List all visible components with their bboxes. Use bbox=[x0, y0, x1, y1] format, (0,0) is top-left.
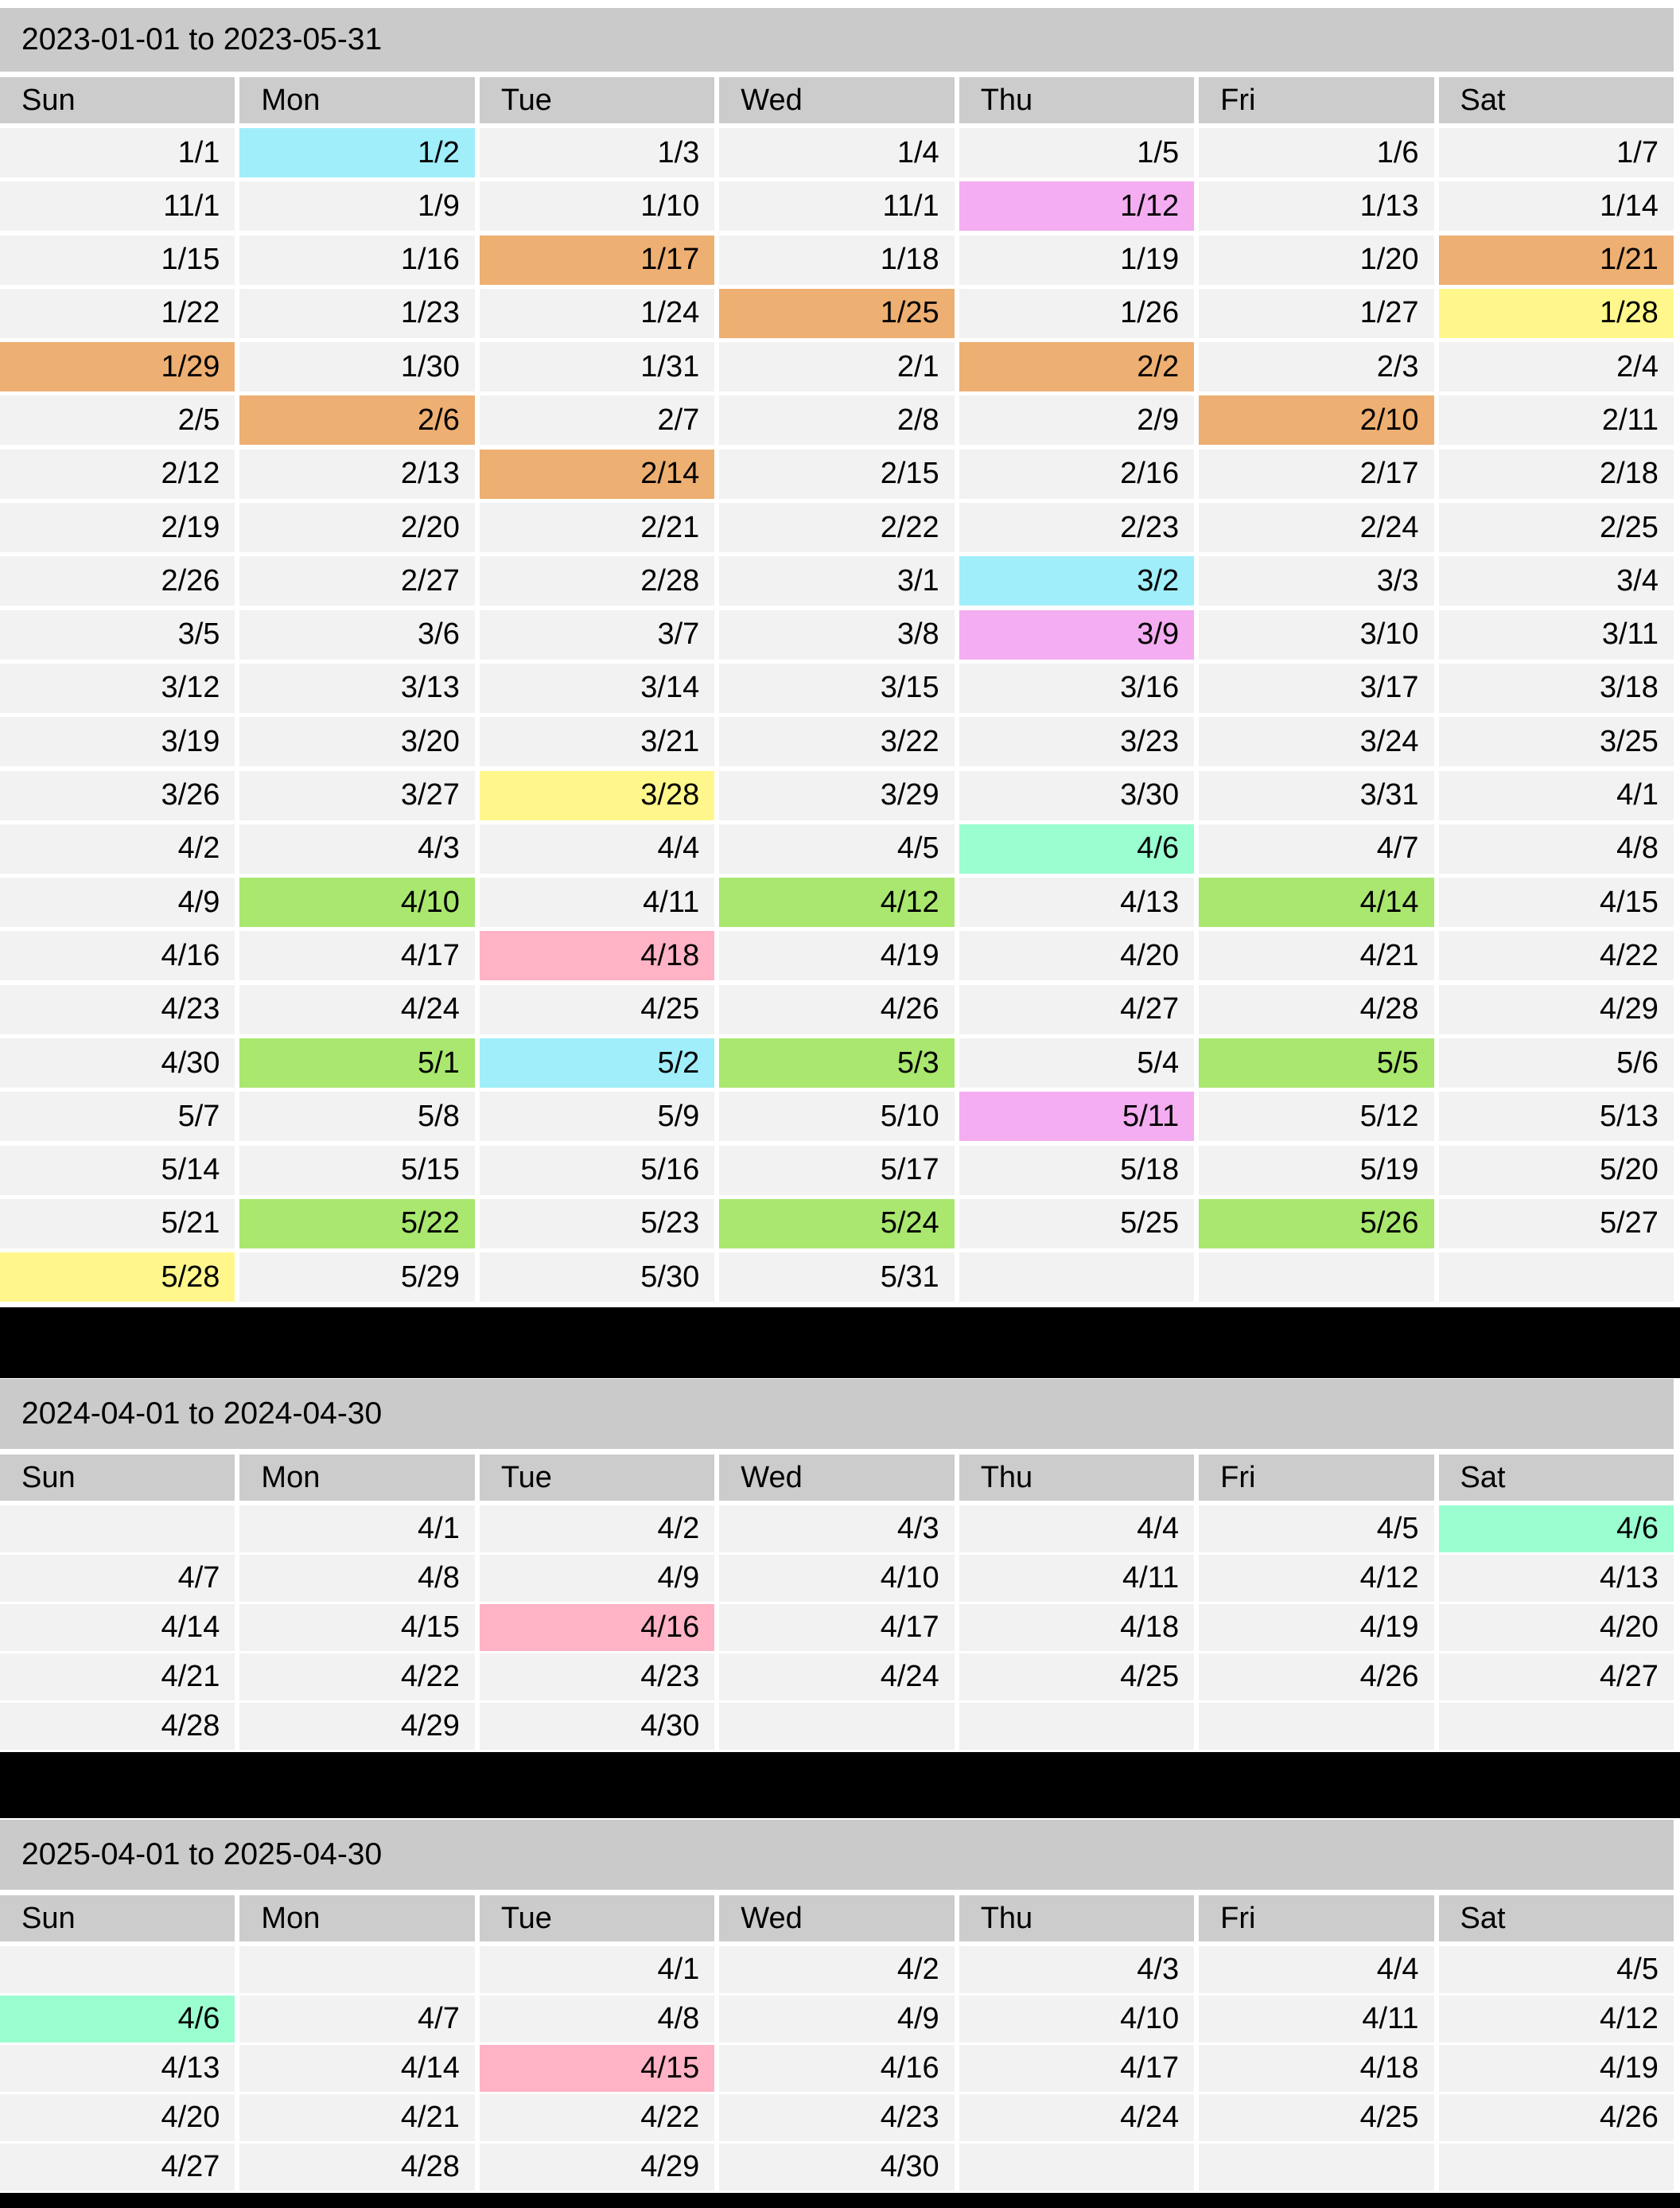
weekday-header-cell: Fri bbox=[1199, 77, 1433, 123]
separator-band bbox=[0, 1752, 1680, 1818]
day-cell bbox=[1439, 1252, 1674, 1302]
day-cell: 4/2 bbox=[719, 1946, 954, 1993]
day-cell: 1/26 bbox=[959, 289, 1194, 338]
day-cell: 2/28 bbox=[480, 556, 714, 606]
day-cell: 2/21 bbox=[480, 503, 714, 552]
calendar-section-2024-04 bbox=[0, 1379, 1674, 1752]
day-cell-highlighted: 3/9 bbox=[959, 610, 1194, 660]
weekday-header-cell: Sat bbox=[1439, 1895, 1674, 1941]
day-cell: 5/17 bbox=[719, 1146, 954, 1195]
day-cell: 2/20 bbox=[239, 503, 474, 552]
day-cell: 5/19 bbox=[1199, 1146, 1433, 1195]
day-cell bbox=[239, 1946, 474, 1993]
day-cell: 5/9 bbox=[480, 1092, 714, 1141]
day-cell-highlighted: 1/28 bbox=[1439, 289, 1674, 338]
day-cell: 3/11 bbox=[1439, 610, 1674, 660]
day-cell: 2/23 bbox=[959, 503, 1194, 552]
day-cell: 5/25 bbox=[959, 1199, 1194, 1248]
weekday-header-cell: Thu bbox=[959, 77, 1194, 123]
weekday-header-cell: Fri bbox=[1199, 1454, 1433, 1501]
weekday-header-cell: Wed bbox=[719, 1454, 954, 1501]
week-row bbox=[0, 1038, 1674, 1088]
day-cell: 5/8 bbox=[239, 1092, 474, 1141]
week-row bbox=[0, 2144, 1674, 2190]
day-cell: 4/25 bbox=[1199, 2094, 1433, 2141]
day-cell-highlighted: 3/2 bbox=[959, 556, 1194, 606]
day-cell: 1/13 bbox=[1199, 181, 1433, 231]
day-cell: 5/15 bbox=[239, 1146, 474, 1195]
day-cell: 3/21 bbox=[480, 717, 714, 766]
day-cell-highlighted: 5/11 bbox=[959, 1092, 1194, 1141]
day-cell: 4/1 bbox=[480, 1946, 714, 1993]
day-cell: 3/10 bbox=[1199, 610, 1433, 660]
day-cell: 4/16 bbox=[0, 931, 235, 980]
day-cell: 5/27 bbox=[1439, 1199, 1674, 1248]
day-cell: 4/23 bbox=[480, 1653, 714, 1700]
day-cell: 3/22 bbox=[719, 717, 954, 766]
day-cell-highlighted: 3/28 bbox=[480, 771, 714, 820]
day-cell bbox=[1199, 1703, 1433, 1750]
week-row bbox=[0, 824, 1674, 874]
day-cell: 4/20 bbox=[1439, 1604, 1674, 1651]
day-cell: 1/18 bbox=[719, 236, 954, 285]
day-cell: 1/10 bbox=[480, 181, 714, 231]
day-cell: 3/29 bbox=[719, 771, 954, 820]
day-cell: 4/10 bbox=[959, 1996, 1194, 2042]
day-cell: 5/18 bbox=[959, 1146, 1194, 1195]
day-cell: 1/20 bbox=[1199, 236, 1433, 285]
day-cell: 4/19 bbox=[719, 931, 954, 980]
day-cell: 1/16 bbox=[239, 236, 474, 285]
day-cell: 5/29 bbox=[239, 1252, 474, 1302]
day-cell: 2/11 bbox=[1439, 395, 1674, 445]
day-cell: 4/29 bbox=[239, 1703, 474, 1750]
day-cell: 4/23 bbox=[0, 985, 235, 1034]
day-cell: 1/14 bbox=[1439, 181, 1674, 231]
week-row bbox=[0, 289, 1674, 338]
calendar-grid bbox=[0, 128, 1674, 1302]
day-cell: 4/3 bbox=[959, 1946, 1194, 1993]
day-cell-highlighted: 5/2 bbox=[480, 1038, 714, 1088]
day-cell: 4/24 bbox=[239, 985, 474, 1034]
day-cell: 1/31 bbox=[480, 342, 714, 391]
day-cell: 4/12 bbox=[1439, 1996, 1674, 2042]
day-cell: 3/24 bbox=[1199, 717, 1433, 766]
day-cell: 2/22 bbox=[719, 503, 954, 552]
day-cell: 1/24 bbox=[480, 289, 714, 338]
day-cell: 4/20 bbox=[0, 2094, 235, 2141]
calendar-title: 2025-04-01 to 2025-04-30 bbox=[0, 1820, 1674, 1890]
day-cell: 4/15 bbox=[239, 1604, 474, 1651]
day-cell: 2/1 bbox=[719, 342, 954, 391]
day-cell: 4/28 bbox=[1199, 985, 1433, 1034]
day-cell: 4/1 bbox=[239, 1505, 474, 1552]
day-cell: 5/20 bbox=[1439, 1146, 1674, 1195]
day-cell: 4/30 bbox=[480, 1703, 714, 1750]
day-cell: 5/14 bbox=[0, 1146, 235, 1195]
day-cell: 3/8 bbox=[719, 610, 954, 660]
weekday-header-cell: Tue bbox=[480, 1895, 714, 1941]
day-cell: 1/23 bbox=[239, 289, 474, 338]
day-cell: 2/3 bbox=[1199, 342, 1433, 391]
day-cell: 2/13 bbox=[239, 450, 474, 499]
week-row bbox=[0, 771, 1674, 820]
week-row bbox=[0, 1199, 1674, 1248]
day-cell: 4/4 bbox=[1199, 1946, 1433, 1993]
day-cell: 3/20 bbox=[239, 717, 474, 766]
separator-band bbox=[0, 1307, 1680, 1378]
day-cell: 2/9 bbox=[959, 395, 1194, 445]
day-cell: 5/13 bbox=[1439, 1092, 1674, 1141]
week-row bbox=[0, 1604, 1674, 1651]
day-cell: 4/27 bbox=[959, 985, 1194, 1034]
day-cell: 4/18 bbox=[1199, 2045, 1433, 2092]
day-cell: 3/19 bbox=[0, 717, 235, 766]
day-cell: 4/11 bbox=[959, 1555, 1194, 1602]
week-row bbox=[0, 342, 1674, 391]
day-cell: 4/13 bbox=[0, 2045, 235, 2092]
day-cell: 2/8 bbox=[719, 395, 954, 445]
day-cell-highlighted: 4/6 bbox=[1439, 1505, 1674, 1552]
day-cell-highlighted: 5/5 bbox=[1199, 1038, 1433, 1088]
day-cell-highlighted: 1/17 bbox=[480, 236, 714, 285]
day-cell: 3/17 bbox=[1199, 664, 1433, 713]
day-cell: 5/6 bbox=[1439, 1038, 1674, 1088]
week-row bbox=[0, 931, 1674, 980]
day-cell-highlighted: 1/2 bbox=[239, 128, 474, 177]
day-cell: 4/26 bbox=[1439, 2094, 1674, 2141]
day-cell bbox=[959, 1703, 1194, 1750]
day-cell: 4/17 bbox=[959, 2045, 1194, 2092]
day-cell: 1/4 bbox=[719, 128, 954, 177]
day-cell: 4/24 bbox=[959, 2094, 1194, 2141]
weekday-header-cell: Sun bbox=[0, 1454, 235, 1501]
week-row bbox=[0, 1996, 1674, 2042]
calendar-title: 2024-04-01 to 2024-04-30 bbox=[0, 1379, 1674, 1449]
day-cell: 2/26 bbox=[0, 556, 235, 606]
separator-band bbox=[0, 2193, 1680, 2208]
day-cell: 4/12 bbox=[1199, 1555, 1433, 1602]
week-row bbox=[0, 610, 1674, 660]
day-cell: 1/6 bbox=[1199, 128, 1433, 177]
day-cell: 4/18 bbox=[959, 1604, 1194, 1651]
day-cell: 3/1 bbox=[719, 556, 954, 606]
day-cell: 2/7 bbox=[480, 395, 714, 445]
day-cell: 5/21 bbox=[0, 1199, 235, 1248]
week-row bbox=[0, 1505, 1674, 1552]
day-cell: 5/10 bbox=[719, 1092, 954, 1141]
day-cell: 4/21 bbox=[0, 1653, 235, 1700]
week-row bbox=[0, 717, 1674, 766]
week-row bbox=[0, 2045, 1674, 2092]
day-cell: 3/30 bbox=[959, 771, 1194, 820]
day-cell-highlighted: 4/18 bbox=[480, 931, 714, 980]
day-cell: 4/21 bbox=[239, 2094, 474, 2141]
day-cell-highlighted: 1/21 bbox=[1439, 236, 1674, 285]
weekday-header-cell: Sat bbox=[1439, 1454, 1674, 1501]
day-cell: 3/3 bbox=[1199, 556, 1433, 606]
day-cell: 3/4 bbox=[1439, 556, 1674, 606]
day-cell: 1/5 bbox=[959, 128, 1194, 177]
weekday-header-cell: Tue bbox=[480, 77, 714, 123]
day-cell bbox=[1199, 2144, 1433, 2190]
day-cell: 5/23 bbox=[480, 1199, 714, 1248]
day-cell: 4/14 bbox=[239, 2045, 474, 2092]
day-cell-highlighted: 4/6 bbox=[959, 824, 1194, 874]
week-row bbox=[0, 1555, 1674, 1602]
day-cell: 3/18 bbox=[1439, 664, 1674, 713]
day-cell: 5/31 bbox=[719, 1252, 954, 1302]
day-cell: 3/6 bbox=[239, 610, 474, 660]
weekday-header-cell: Sun bbox=[0, 77, 235, 123]
day-cell: 4/2 bbox=[0, 824, 235, 874]
day-cell-highlighted: 5/28 bbox=[0, 1252, 235, 1302]
day-cell: 1/22 bbox=[0, 289, 235, 338]
day-cell: 4/22 bbox=[480, 2094, 714, 2141]
day-cell: 4/30 bbox=[0, 1038, 235, 1088]
day-cell: 4/16 bbox=[719, 2045, 954, 2092]
day-cell: 5/16 bbox=[480, 1146, 714, 1195]
day-cell: 4/10 bbox=[719, 1555, 954, 1602]
day-cell: 4/28 bbox=[0, 1703, 235, 1750]
day-cell: 2/17 bbox=[1199, 450, 1433, 499]
day-cell: 3/7 bbox=[480, 610, 714, 660]
weekday-header-cell: Sun bbox=[0, 1895, 235, 1941]
day-cell: 4/27 bbox=[1439, 1653, 1674, 1700]
day-cell: 4/21 bbox=[1199, 931, 1433, 980]
week-row bbox=[0, 985, 1674, 1034]
weekday-header-cell: Tue bbox=[480, 1454, 714, 1501]
day-cell: 4/13 bbox=[959, 878, 1194, 927]
calendar-grid bbox=[0, 1505, 1674, 1750]
day-cell: 4/4 bbox=[480, 824, 714, 874]
week-row bbox=[0, 1703, 1674, 1750]
day-cell: 3/5 bbox=[0, 610, 235, 660]
day-cell: 4/19 bbox=[1199, 1604, 1433, 1651]
day-cell: 11/1 bbox=[0, 181, 235, 231]
day-cell-highlighted: 4/6 bbox=[0, 1996, 235, 2042]
day-cell-highlighted: 2/6 bbox=[239, 395, 474, 445]
day-cell: 2/24 bbox=[1199, 503, 1433, 552]
week-row bbox=[0, 1092, 1674, 1141]
day-cell: 4/23 bbox=[719, 2094, 954, 2141]
day-cell: 4/9 bbox=[719, 1996, 954, 2042]
day-cell: 4/28 bbox=[239, 2144, 474, 2190]
day-cell: 4/25 bbox=[480, 985, 714, 1034]
calendar-section-2025-04 bbox=[0, 1820, 1674, 2193]
week-row bbox=[0, 128, 1674, 177]
week-row bbox=[0, 556, 1674, 606]
day-cell: 4/20 bbox=[959, 931, 1194, 980]
day-cell: 4/8 bbox=[1439, 824, 1674, 874]
day-cell: 3/13 bbox=[239, 664, 474, 713]
day-cell: 4/1 bbox=[1439, 771, 1674, 820]
day-cell: 4/30 bbox=[719, 2144, 954, 2190]
day-cell: 1/9 bbox=[239, 181, 474, 231]
day-cell: 4/26 bbox=[1199, 1653, 1433, 1700]
day-cell: 3/26 bbox=[0, 771, 235, 820]
week-row bbox=[0, 2094, 1674, 2141]
day-cell: 4/13 bbox=[1439, 1555, 1674, 1602]
day-cell: 1/3 bbox=[480, 128, 714, 177]
weekday-header-cell: Wed bbox=[719, 77, 954, 123]
day-cell-highlighted: 4/15 bbox=[480, 2045, 714, 2092]
day-cell: 3/27 bbox=[239, 771, 474, 820]
day-cell: 4/3 bbox=[239, 824, 474, 874]
day-cell: 3/14 bbox=[480, 664, 714, 713]
day-cell: 4/22 bbox=[239, 1653, 474, 1700]
day-cell: 4/14 bbox=[0, 1604, 235, 1651]
week-row bbox=[0, 1252, 1674, 1302]
day-cell: 1/19 bbox=[959, 236, 1194, 285]
day-cell: 2/4 bbox=[1439, 342, 1674, 391]
week-row bbox=[0, 1946, 1674, 1993]
day-cell: 3/16 bbox=[959, 664, 1194, 713]
day-cell-highlighted: 2/10 bbox=[1199, 395, 1433, 445]
day-cell: 2/12 bbox=[0, 450, 235, 499]
day-cell: 2/19 bbox=[0, 503, 235, 552]
day-cell bbox=[1439, 2144, 1674, 2190]
day-cell bbox=[719, 1703, 954, 1750]
day-cell: 4/26 bbox=[719, 985, 954, 1034]
day-cell-highlighted: 5/1 bbox=[239, 1038, 474, 1088]
day-cell: 3/31 bbox=[1199, 771, 1433, 820]
day-cell: 4/29 bbox=[480, 2144, 714, 2190]
weekday-header-row bbox=[0, 1454, 1674, 1501]
day-cell: 4/24 bbox=[719, 1653, 954, 1700]
week-row bbox=[0, 236, 1674, 285]
weekday-header-cell: Sat bbox=[1439, 77, 1674, 123]
weekday-header-cell: Fri bbox=[1199, 1895, 1433, 1941]
day-cell: 1/30 bbox=[239, 342, 474, 391]
weekday-header-cell: Thu bbox=[959, 1454, 1194, 1501]
day-cell: 4/7 bbox=[0, 1555, 235, 1602]
day-cell bbox=[0, 1505, 235, 1552]
day-cell-highlighted: 1/25 bbox=[719, 289, 954, 338]
day-cell: 1/1 bbox=[0, 128, 235, 177]
day-cell: 3/23 bbox=[959, 717, 1194, 766]
day-cell-highlighted: 5/24 bbox=[719, 1199, 954, 1248]
day-cell: 4/7 bbox=[1199, 824, 1433, 874]
day-cell: 4/2 bbox=[480, 1505, 714, 1552]
day-cell-highlighted: 4/10 bbox=[239, 878, 474, 927]
day-cell: 4/19 bbox=[1439, 2045, 1674, 2092]
day-cell-highlighted: 5/22 bbox=[239, 1199, 474, 1248]
day-cell: 4/5 bbox=[1439, 1946, 1674, 1993]
week-row bbox=[0, 878, 1674, 927]
day-cell bbox=[959, 1252, 1194, 1302]
week-row bbox=[0, 450, 1674, 499]
day-cell: 4/15 bbox=[1439, 878, 1674, 927]
day-cell: 4/17 bbox=[239, 931, 474, 980]
day-cell-highlighted: 2/2 bbox=[959, 342, 1194, 391]
weekday-header-row bbox=[0, 1895, 1674, 1941]
weekday-header-cell: Mon bbox=[239, 1454, 474, 1501]
day-cell: 4/11 bbox=[480, 878, 714, 927]
calendar-title: 2023-01-01 to 2023-05-31 bbox=[0, 8, 1674, 72]
day-cell: 4/22 bbox=[1439, 931, 1674, 980]
weekday-header-cell: Mon bbox=[239, 77, 474, 123]
day-cell: 2/5 bbox=[0, 395, 235, 445]
day-cell-highlighted: 4/16 bbox=[480, 1604, 714, 1651]
day-cell: 4/9 bbox=[0, 878, 235, 927]
day-cell: 3/15 bbox=[719, 664, 954, 713]
week-row bbox=[0, 503, 1674, 552]
day-cell: 4/3 bbox=[719, 1505, 954, 1552]
weekday-header-row bbox=[0, 77, 1674, 123]
day-cell: 4/25 bbox=[959, 1653, 1194, 1700]
day-cell: 4/5 bbox=[1199, 1505, 1433, 1552]
day-cell: 4/8 bbox=[480, 1996, 714, 2042]
day-cell-highlighted: 1/12 bbox=[959, 181, 1194, 231]
day-cell bbox=[959, 2144, 1194, 2190]
day-cell: 2/25 bbox=[1439, 503, 1674, 552]
weekday-header-cell: Thu bbox=[959, 1895, 1194, 1941]
day-cell: 1/7 bbox=[1439, 128, 1674, 177]
week-row bbox=[0, 181, 1674, 231]
day-cell: 5/7 bbox=[0, 1092, 235, 1141]
day-cell bbox=[0, 1946, 235, 1993]
day-cell: 4/4 bbox=[959, 1505, 1194, 1552]
day-cell-highlighted: 1/29 bbox=[0, 342, 235, 391]
day-cell: 4/5 bbox=[719, 824, 954, 874]
day-cell: 4/7 bbox=[239, 1996, 474, 2042]
day-cell-highlighted: 5/3 bbox=[719, 1038, 954, 1088]
day-cell: 5/12 bbox=[1199, 1092, 1433, 1141]
day-cell: 2/15 bbox=[719, 450, 954, 499]
day-cell: 1/27 bbox=[1199, 289, 1433, 338]
week-row bbox=[0, 1653, 1674, 1700]
day-cell: 3/12 bbox=[0, 664, 235, 713]
day-cell bbox=[1199, 1252, 1433, 1302]
day-cell: 4/8 bbox=[239, 1555, 474, 1602]
day-cell: 2/27 bbox=[239, 556, 474, 606]
day-cell-highlighted: 2/14 bbox=[480, 450, 714, 499]
day-cell: 2/18 bbox=[1439, 450, 1674, 499]
day-cell-highlighted: 4/12 bbox=[719, 878, 954, 927]
weekday-header-cell: Mon bbox=[239, 1895, 474, 1941]
day-cell: 5/30 bbox=[480, 1252, 714, 1302]
day-cell-highlighted: 4/14 bbox=[1199, 878, 1433, 927]
week-row bbox=[0, 1146, 1674, 1195]
day-cell: 11/1 bbox=[719, 181, 954, 231]
day-cell bbox=[1439, 1703, 1674, 1750]
weekday-header-cell: Wed bbox=[719, 1895, 954, 1941]
calendar-grid bbox=[0, 1946, 1674, 2190]
day-cell: 2/16 bbox=[959, 450, 1194, 499]
day-cell: 3/25 bbox=[1439, 717, 1674, 766]
day-cell: 4/11 bbox=[1199, 1996, 1433, 2042]
day-cell-highlighted: 5/26 bbox=[1199, 1199, 1433, 1248]
week-row bbox=[0, 395, 1674, 445]
day-cell: 4/17 bbox=[719, 1604, 954, 1651]
day-cell: 4/9 bbox=[480, 1555, 714, 1602]
week-row bbox=[0, 664, 1674, 713]
day-cell: 4/27 bbox=[0, 2144, 235, 2190]
day-cell: 5/4 bbox=[959, 1038, 1194, 1088]
day-cell: 1/15 bbox=[0, 236, 235, 285]
day-cell: 4/29 bbox=[1439, 985, 1674, 1034]
